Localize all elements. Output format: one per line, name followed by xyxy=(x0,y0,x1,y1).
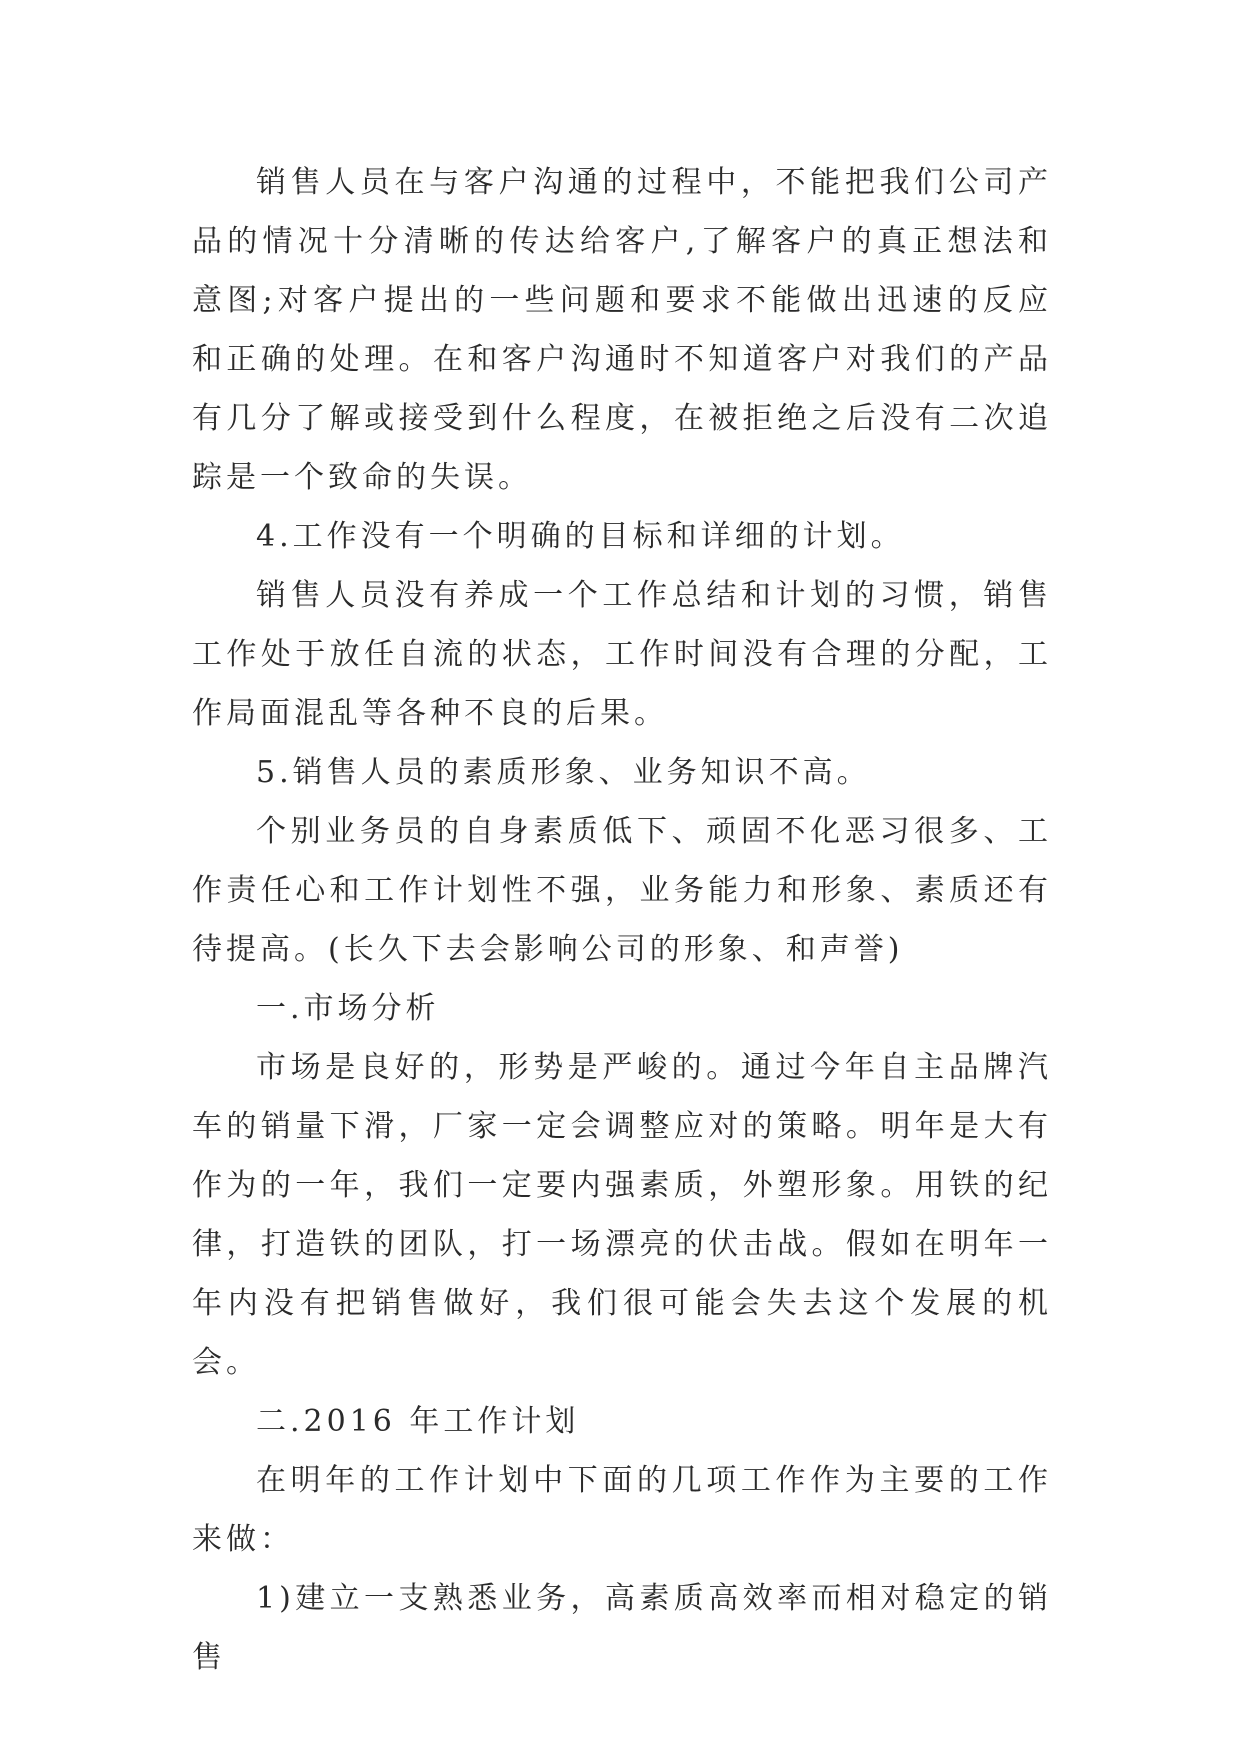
paragraph-no-planning-habit: 销售人员没有养成一个工作总结和计划的习惯，销售工作处于放任自流的状态，工作时间没有合理的分配，工作局面混乱等各种不良的后果。 xyxy=(192,578,1052,731)
heading-staff-quality: 5.销售人员的素质形象、业务知识不高。 xyxy=(256,755,871,790)
paragraph-market-analysis: 市场是良好的，形势是严峻的。通过今年自主品牌汽车的销量下滑，厂家一定会调整应对的策略。明年是大有作为的一年，我们一定要内强素质，外塑形象。用铁的纪律，打造铁的团队，打一场漂亮的伏击战。假如在明年一年内没有把销售做好，我们很可能会失去这个发展的机会。 xyxy=(192,1050,1052,1380)
heading-no-clear-goals: 4.工作没有一个明确的目标和详细的计划。 xyxy=(256,519,905,554)
paragraph-staff-quality: 个别业务员的自身素质低下、顽固不化恶习很多、工作责任心和工作计划性不强，业务能力和形象、素质还有待提高。(长久下去会影响公司的形象、和声誉) xyxy=(192,814,1052,967)
paragraph-work-plan-intro: 在明年的工作计划中下面的几项工作作为主要的工作来做： xyxy=(192,1463,1052,1557)
document-body xyxy=(192,153,1052,1687)
heading-work-plan: 二.2016 年工作计划 xyxy=(256,1404,580,1439)
list-item-build-team: 1)建立一支熟悉业务，高素质高效率而相对稳定的销售 xyxy=(192,1581,1052,1675)
heading-market-analysis: 一.市场分析 xyxy=(256,991,440,1026)
paragraph-communication-problems: 销售人员在与客户沟通的过程中，不能把我们公司产品的情况十分清晰的传达给客户,了解客户的真正想法和意图;对客户提出的一些问题和要求不能做出迅速的反应和正确的处理。在和客户沟通时不知道客户对我们的产品有几分了解或接受到什么程度，在被拒绝之后没有二次追踪是一个致命的失误。 xyxy=(192,165,1052,495)
